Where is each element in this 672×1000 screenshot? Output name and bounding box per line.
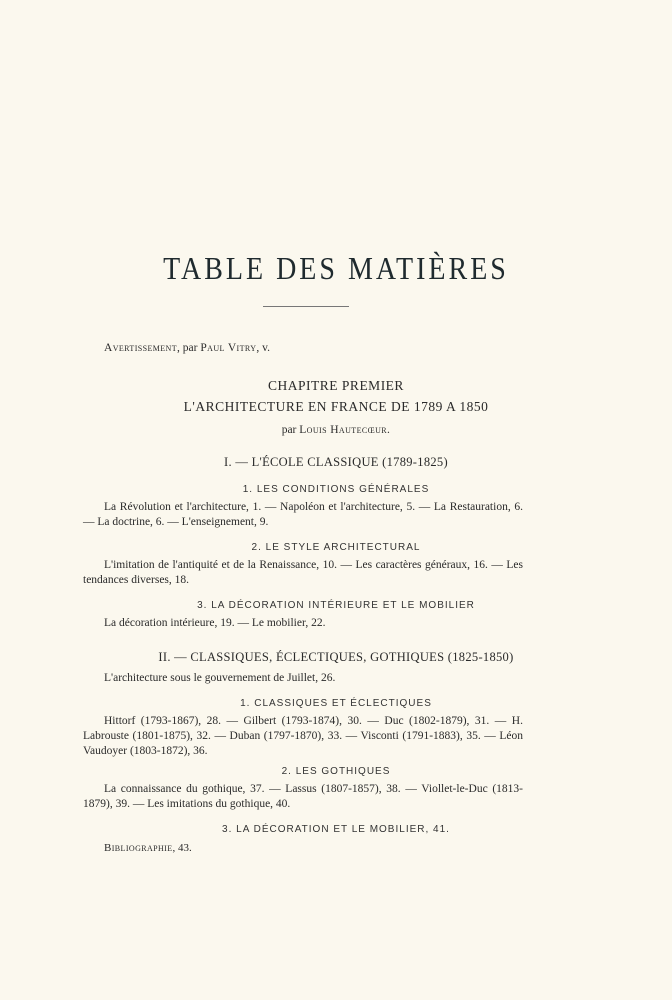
bibliographie-entry[interactable]	[104, 842, 192, 854]
bibliographie-page: , 43.	[172, 842, 192, 854]
part-2-section-1-title: 1. CLASSIQUES ET ÉCLECTIQUES	[240, 698, 432, 709]
part-2-section-3-title: 3. LA DÉCORATION ET LE MOBILIER, 41.	[222, 824, 450, 835]
part-2-title[interactable]: II. — CLASSIQUES, ÉCLECTIQUES, GOTHIQUES (1825-1850)	[158, 650, 514, 664]
chapter-author: Louis Hautecœur.	[299, 424, 391, 436]
part-2-intro: L'architecture sous le gouvernement de Juillet, 26.	[104, 672, 336, 684]
part-1-section-3-text: La décoration intérieure, 19. — Le mobilier, 22.	[104, 617, 326, 629]
avertissement-by: , par	[177, 342, 201, 354]
byline-prefix: par	[281, 424, 300, 436]
part-2-section-1-text: Hittorf (1793-1867), 28. — Gilbert (1793-1874), 30. — Duc (1802-1879), 31. — H. Labrouste (1801-1875), 32. — Duban (1797-1870), 33. — Visconti (1791-1883), 35. — Léon Vaudoyer (1803-1872), 36.	[83, 715, 523, 757]
bibliographie-label: Bibliographie	[104, 842, 173, 854]
part-1-section-1-title: 1. LES CONDITIONS GÉNÉRALES	[242, 484, 430, 495]
part-1-section-3-title: 3. LA DÉCORATION INTÉRIEURE ET LE MOBILIER	[197, 600, 475, 611]
part-2-section-2-title: 2. LES GOTHIQUES	[281, 766, 391, 777]
chapter-byline	[0, 424, 672, 436]
chapter-title[interactable]: L'ARCHITECTURE EN FRANCE DE 1789 A 1850	[183, 399, 489, 414]
avertissement-label: Avertissement	[104, 342, 178, 354]
chapter-heading: CHAPITRE PREMIER	[268, 378, 404, 393]
part-1-section-2-title: 2. LE STYLE ARCHITECTURAL	[251, 542, 421, 553]
part-1-section-2-text: L'imitation de l'antiquité et de la Renaissance, 10. — Les caractères généraux, 16. — Les tendances diverses, 18.	[83, 559, 523, 586]
avertissement-page: , v.	[256, 342, 271, 354]
part-1-title[interactable]: I. — L'ÉCOLE CLASSIQUE (1789-1825)	[224, 455, 448, 469]
part-1-section-1-text: La Révolution et l'architecture, 1. — Napoléon et l'architecture, 5. — La Restauration, 6. — La doctrine, 6. — L'enseignement, 9.	[83, 501, 523, 528]
page-title: TABLE DES MATIÈRES	[163, 251, 509, 288]
title-divider	[263, 306, 349, 307]
part-2-section-2-text: La connaissance du gothique, 37. — Lassus (1807-1857), 38. — Viollet-le-Duc (1813-1879), 39. — Les imitations du gothique, 40.	[83, 783, 523, 810]
avertissement-entry[interactable]	[104, 342, 270, 354]
avertissement-author: Paul Vitry	[200, 342, 257, 354]
